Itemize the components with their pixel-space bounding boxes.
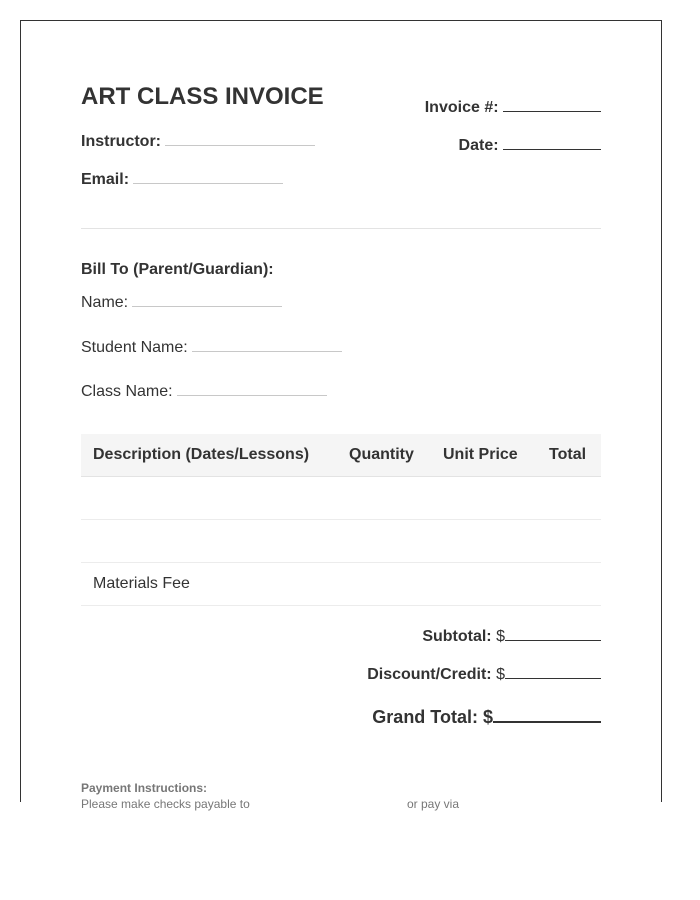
instructor-label: Instructor:	[81, 133, 161, 150]
invoice-number-label: Invoice #:	[424, 99, 499, 116]
instructor-row	[81, 133, 315, 151]
discount-label: Discount/Credit:	[367, 666, 492, 683]
instructor-field[interactable]	[165, 144, 315, 146]
student-name-label: Student Name:	[81, 339, 188, 356]
bill-to-heading: Bill To (Parent/Guardian):	[81, 261, 274, 278]
date-field[interactable]	[503, 149, 601, 150]
subtotal-field[interactable]	[505, 640, 601, 641]
grand-total-field[interactable]	[493, 721, 601, 723]
student-name-row	[81, 339, 342, 357]
column-description: Description (Dates/Lessons)	[93, 446, 310, 463]
class-name-row	[81, 383, 327, 401]
date-label: Date:	[458, 137, 499, 154]
invoice-number-row	[425, 99, 601, 117]
payment-instructions-text: Please make checks payable to	[81, 797, 250, 811]
class-name-label: Class Name:	[81, 383, 173, 400]
name-row	[81, 294, 282, 312]
email-row	[81, 171, 283, 189]
grand-total-label: Grand Total:	[372, 707, 478, 727]
email-label: Email:	[81, 171, 130, 188]
invoice-title: ART CLASS INVOICE	[81, 83, 324, 110]
date-row	[459, 137, 601, 155]
name-field[interactable]	[132, 305, 282, 307]
subtotal-label: Subtotal:	[422, 628, 492, 645]
table-row[interactable]	[81, 477, 601, 520]
column-total: Total	[549, 446, 587, 463]
subtotal-currency: $	[496, 628, 505, 645]
subtotal-row	[422, 628, 601, 646]
discount-field[interactable]	[505, 678, 601, 679]
payment-instructions-text-right: or pay via	[407, 797, 460, 811]
grand-total-currency: $	[482, 707, 493, 727]
column-quantity: Quantity	[349, 446, 414, 463]
table-header	[81, 434, 601, 477]
discount-row	[367, 666, 601, 684]
grand-total-row	[372, 707, 601, 728]
column-unit-price: Unit Price	[443, 446, 518, 463]
discount-currency: $	[496, 666, 505, 683]
table-row[interactable]	[81, 520, 601, 563]
invoice-number-field[interactable]	[503, 111, 601, 112]
invoice-sheet	[20, 20, 662, 811]
class-name-field[interactable]	[177, 394, 327, 396]
payment-instructions-heading: Payment Instructions:	[81, 781, 208, 795]
table-row[interactable]	[81, 563, 601, 606]
student-name-field[interactable]	[192, 350, 342, 352]
header-divider	[81, 228, 601, 229]
row-description: Materials Fee	[93, 575, 190, 592]
name-label: Name:	[81, 294, 129, 311]
email-field[interactable]	[133, 182, 283, 184]
